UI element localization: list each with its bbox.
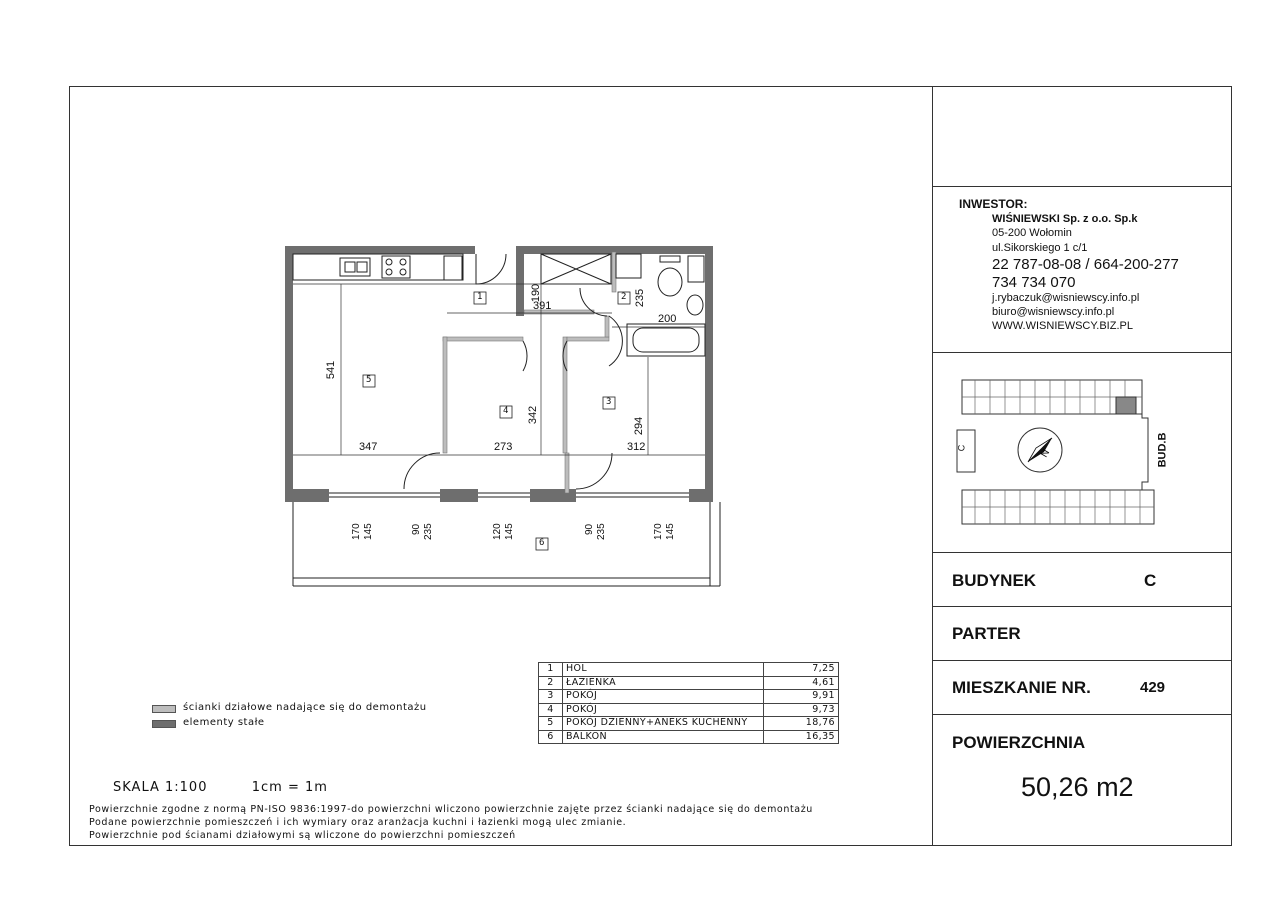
room-no: 4: [539, 703, 563, 717]
floor-label: PARTER: [952, 624, 1021, 643]
investor-phones: 22 787-08-08 / 664-200-277: [992, 256, 1179, 273]
dimension-label: 391: [533, 300, 552, 312]
opening-label: [596, 523, 607, 540]
room-tag: 3: [606, 397, 612, 407]
investor-heading: INWESTOR:: [959, 197, 1028, 211]
opening-label: [363, 523, 374, 540]
site-small-label: C: [956, 444, 967, 452]
dimension-label: 347: [359, 441, 378, 453]
investor-postal: 05-200 Wołomin: [992, 227, 1072, 239]
opening-bottom: 235: [596, 523, 607, 540]
note-line: Powierzchnie pod ścianami działowymi są wliczone do powierzchni pomieszczeń: [89, 830, 516, 841]
opening-top: 170: [653, 523, 664, 540]
svg-text:N: N: [1039, 447, 1053, 460]
building-label: BUDYNEK: [952, 571, 1037, 590]
dimension-label: 541: [325, 360, 338, 380]
room-tag: 6: [539, 538, 545, 548]
legend-text-partition: ścianki działowe nadające się do demontażu: [183, 702, 427, 713]
room-no: 1: [539, 663, 563, 677]
dimension-label: 273: [494, 441, 513, 453]
investor-email2: biuro@wisniewscy.info.pl: [992, 306, 1115, 318]
opening-label: [584, 524, 595, 535]
opening-top: 120: [492, 523, 503, 540]
apartment-value: 429: [1140, 679, 1166, 696]
investor-company: WIŚNIEWSKI Sp. z o.o. Sp.k: [992, 213, 1138, 225]
scale-ratio: 1cm = 1m: [251, 780, 328, 795]
room-no: 5: [539, 717, 563, 731]
dimension-label: 312: [627, 441, 646, 453]
rooms-table: [538, 662, 839, 744]
room-name: BALKON: [563, 730, 764, 744]
room-name: HOL: [563, 663, 764, 677]
opening-label: [411, 524, 422, 535]
opening-label: [504, 523, 515, 540]
opening-label: [653, 523, 664, 540]
table-row: [539, 730, 839, 744]
table-row: [539, 663, 839, 677]
room-tag: 4: [503, 406, 509, 416]
dimension-label: 190: [530, 283, 543, 303]
room-no: 3: [539, 690, 563, 704]
legend-swatch-structural: [152, 720, 176, 728]
legend-swatch-partition: [152, 705, 176, 713]
opening-bottom: 145: [504, 523, 515, 540]
opening-bottom: 145: [363, 523, 374, 540]
room-area: 4,61: [764, 676, 839, 690]
room-name: POKÓJ: [563, 703, 764, 717]
room-tag: 1: [477, 292, 483, 302]
investor-email1: j.rybaczuk@wisniewscy.info.pl: [992, 292, 1140, 304]
building-value: C: [1144, 571, 1157, 590]
opening-bottom: 235: [423, 523, 434, 540]
opening-label: [492, 523, 503, 540]
table-row: [539, 676, 839, 690]
area-value: 50,26 m2: [1021, 772, 1134, 802]
scale-label: [113, 780, 328, 795]
room-area: 9,73: [764, 703, 839, 717]
note-line: Podane powierzchnie pomieszczeń i ich wymiary oraz aranżacja kuchni i łazienki mogą ulec zmianie.: [89, 817, 627, 828]
room-tag: 2: [621, 292, 627, 302]
dimension-label: 294: [633, 416, 646, 436]
site-building-label: BUD.B: [1156, 432, 1169, 468]
scale-value: SKALA 1:100: [113, 780, 208, 795]
opening-top: 90: [411, 523, 422, 535]
apartment-label: MIESZKANIE NR.: [952, 678, 1091, 697]
investor-street: ul.Sikorskiego 1 c/1: [992, 242, 1088, 254]
dimension-label: 342: [527, 405, 540, 425]
opening-bottom: 145: [665, 523, 676, 540]
room-tag: 5: [366, 375, 372, 385]
room-area: 16,35: [764, 730, 839, 744]
room-name: ŁAZIENKA: [563, 676, 764, 690]
opening-label: [665, 523, 676, 540]
room-area: 18,76: [764, 717, 839, 731]
area-label: POWIERZCHNIA: [952, 733, 1086, 752]
opening-label: [351, 523, 362, 540]
room-name: POKÓJ DZIENNY+ANEKS KUCHENNY: [563, 717, 764, 731]
room-name: POKÓJ: [563, 690, 764, 704]
opening-top: 90: [584, 523, 595, 535]
table-row: [539, 717, 839, 731]
opening-label: [423, 523, 434, 540]
room-no: 2: [539, 676, 563, 690]
dimension-label: 200: [658, 313, 677, 325]
table-row: [539, 690, 839, 704]
investor-phone2: 734 734 070: [992, 274, 1076, 291]
note-line: Powierzchnie zgodne z normą PN-ISO 9836:1997-do powierzchni wliczono powierzchnie zajęte przez ścianki nadające się do demontażu: [89, 804, 813, 815]
legend-text-structural: elementy stałe: [183, 717, 265, 728]
table-row: [539, 703, 839, 717]
room-area: 7,25: [764, 663, 839, 677]
room-no: 6: [539, 730, 563, 744]
investor-website: WWW.WISNIEWSCY.BIZ.PL: [992, 320, 1133, 332]
dimension-label: 235: [634, 288, 647, 308]
opening-top: 170: [351, 523, 362, 540]
room-area: 9,91: [764, 690, 839, 704]
